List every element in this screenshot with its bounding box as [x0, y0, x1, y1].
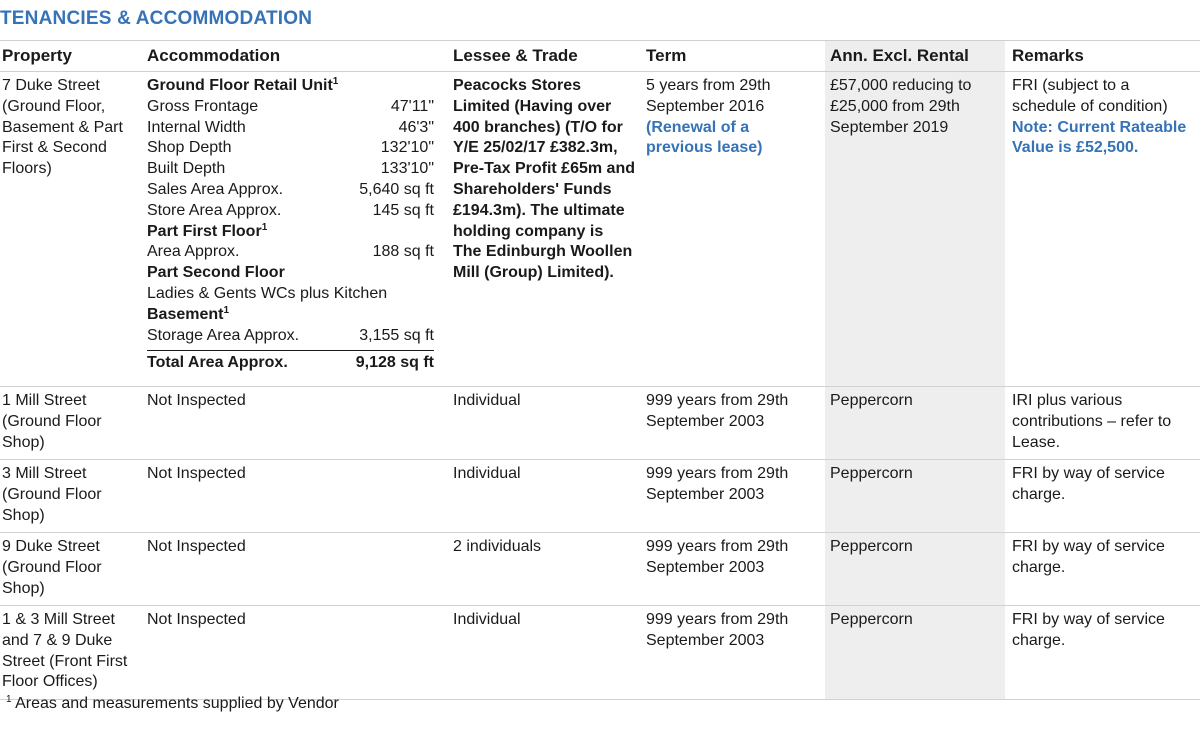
property-cell: 7 Duke Street (Ground Floor, Basement & Part First & Second Floors): [0, 72, 142, 387]
column-header-rental: Ann. Excl. Rental: [825, 41, 1005, 72]
rental-cell: Peppercorn: [825, 387, 1005, 460]
remarks-cell: FRI by way of service charge.: [1005, 606, 1200, 700]
acc-item: Shop Depth 132'10": [147, 139, 434, 157]
lessee-cell: 2 individuals: [448, 533, 641, 606]
table-row: [0, 460, 1200, 533]
term-cell: 999 years from 29th September 2003: [641, 606, 825, 700]
table-header-row: [0, 41, 1200, 72]
term-cell: [641, 72, 825, 387]
acc-item: Area Approx. 188 sq ft: [147, 243, 434, 261]
rental-cell: Peppercorn: [825, 533, 1005, 606]
acc-text: Ladies & Gents WCs plus Kitchen: [147, 284, 388, 302]
property-cell: 9 Duke Street (Ground Floor Shop): [0, 533, 142, 606]
rental-cell: Peppercorn: [825, 460, 1005, 533]
property-cell: 1 Mill Street (Ground Floor Shop): [0, 387, 142, 460]
lessee-cell: Individual: [448, 606, 641, 700]
column-header-remarks: Remarks: [1005, 41, 1200, 72]
footnote-text: Areas and measurements supplied by Vendor: [15, 695, 339, 712]
column-header-lessee: Lessee & Trade: [448, 41, 641, 72]
term-cell: 999 years from 29th September 2003: [641, 387, 825, 460]
lessee-cell: Individual: [448, 460, 641, 533]
table-row: [0, 72, 1200, 387]
acc-heading: Basement$^1$: [147, 304, 230, 323]
rental-cell: Peppercorn: [825, 606, 1005, 700]
acc-item: Sales Area Approx. 5,640 sq ft: [147, 180, 434, 198]
table-row: [0, 387, 1200, 460]
remarks-note: Note: Current Rateable Value is £52,500.: [1012, 118, 1187, 157]
acc-item: Storage Area Approx. 3,155 sq ft: [147, 326, 434, 344]
tenancy-table: [0, 40, 1200, 700]
accommodation-cell: Not Inspected: [142, 606, 448, 700]
remarks-cell: [1005, 72, 1200, 387]
table-row: [0, 606, 1200, 700]
acc-item: Gross Frontage 47'11": [147, 97, 434, 115]
column-header-accommodation: Accommodation: [142, 41, 448, 72]
term-cell: 999 years from 29th September 2003: [641, 460, 825, 533]
term-cell: 999 years from 29th September 2003: [641, 533, 825, 606]
lessee-cell: Individual: [448, 387, 641, 460]
column-header-term: Term: [641, 41, 825, 72]
accommodation-cell: [142, 72, 448, 387]
accommodation-cell: Not Inspected: [142, 387, 448, 460]
page-title: TENANCIES & ACCOMMODATION: [0, 8, 313, 29]
footnote-mark: 1: [6, 694, 12, 705]
column-header-property: Property: [0, 41, 142, 72]
remarks-cell: IRI plus various contributions – refer to Lease.: [1005, 387, 1200, 460]
remarks-cell: FRI by way of service charge.: [1005, 460, 1200, 533]
acc-heading: Ground Floor Retail Unit$^1$: [147, 76, 339, 94]
acc-item: Built Depth 133'10": [147, 160, 434, 178]
remarks-text: FRI (subject to a schedule of condition): [1012, 77, 1168, 115]
lessee-cell: Peacocks Stores Limited (Having over 400 branches) (T/O for Y/E 25/02/17 £382.3m, Pre-Tax Profit £65m and Shareholders' Funds £194.3m). The ultimate holding company is The Edinburgh Woollen Mill (Group) Limited).: [448, 72, 641, 387]
acc-item: Store Area Approx. 145 sq ft: [147, 201, 434, 219]
term-text: 5 years from 29th September 2016: [646, 77, 771, 115]
footnote: [6, 694, 339, 715]
accommodation-cell: Not Inspected: [142, 460, 448, 533]
property-cell: 3 Mill Street (Ground Floor Shop): [0, 460, 142, 533]
acc-heading: Part Second Floor: [147, 264, 285, 282]
accommodation-cell: Not Inspected: [142, 533, 448, 606]
acc-total: Total Area Approx. 9,128 sq ft: [147, 350, 434, 374]
term-note: (Renewal of a previous lease): [646, 118, 763, 157]
acc-item: Internal Width 46'3": [147, 118, 434, 136]
remarks-cell: FRI by way of service charge.: [1005, 533, 1200, 606]
rental-cell: £57,000 reducing to £25,000 from 29th September 2019: [825, 72, 1005, 387]
table-row: [0, 533, 1200, 606]
acc-heading: Part First Floor$^1$: [147, 221, 268, 240]
property-cell: 1 & 3 Mill Street and 7 & 9 Duke Street (Front First Floor Offices): [0, 606, 142, 700]
